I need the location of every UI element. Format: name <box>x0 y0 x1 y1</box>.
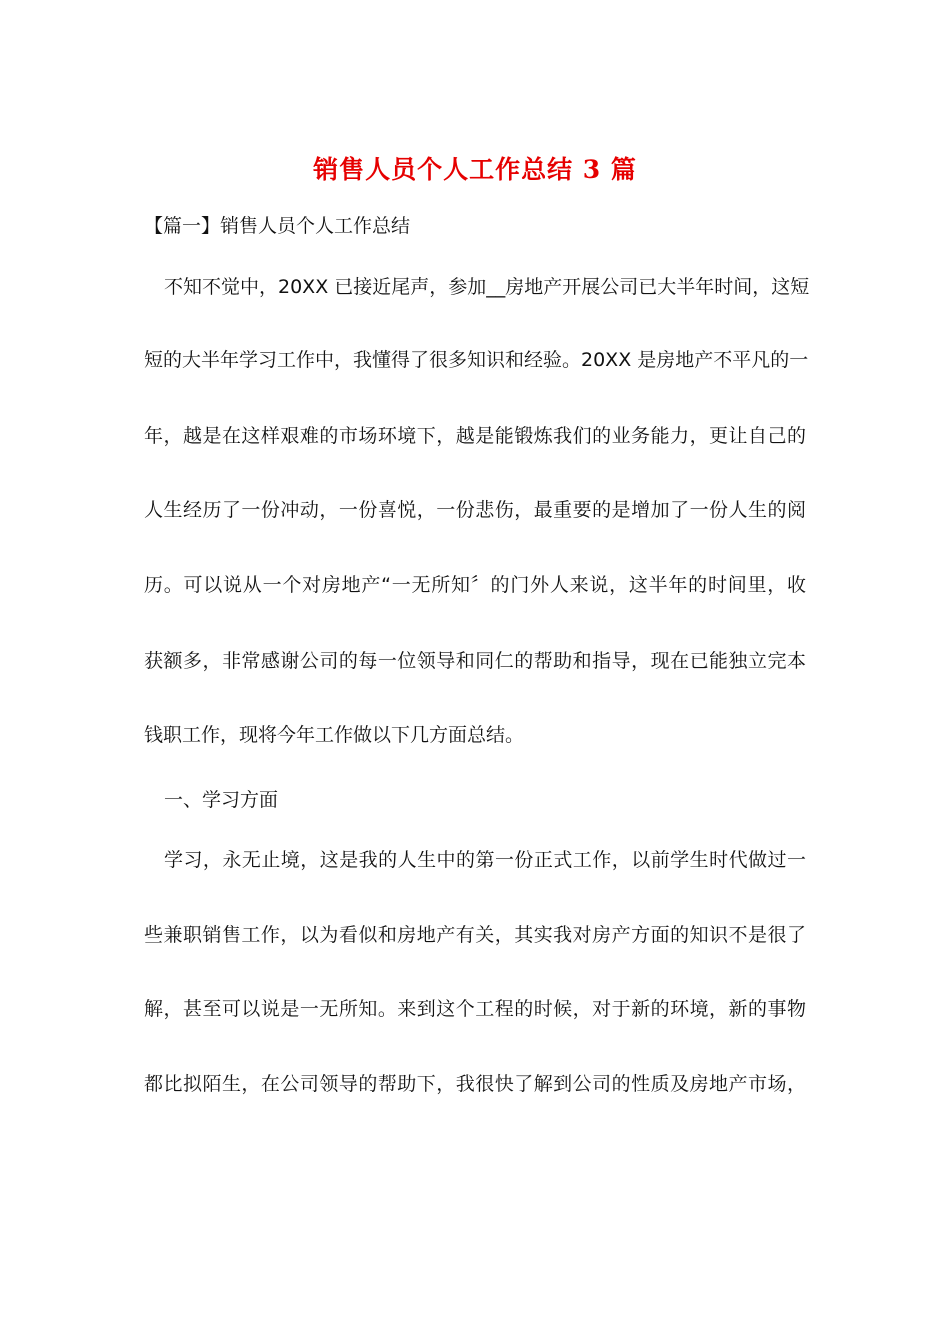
paragraph-line: 钱职工作，现将今年工作做以下几方面总结。 <box>144 724 525 746</box>
paragraph-line: 解，甚至可以说是一无所知。来到这个工程的时候，对于新的环境，新的事物 <box>144 998 806 1020</box>
paragraph-line: 不知不觉中，20XX 已接近尾声，参加__房地产开展公司已大半年时间，这短 <box>164 276 810 298</box>
paragraph-line: 学习，永无止境，这是我的人生中的第一份正式工作，以前学生时代做过一 <box>164 849 806 871</box>
section-heading: 【篇一】销售人员个人工作总结 <box>144 215 411 237</box>
subheading-learning: 一、学习方面 <box>164 789 279 811</box>
paragraph-line: 些兼职销售工作，以为看似和房地产有关，其实我对房产方面的知识不是很了 <box>144 924 806 946</box>
paragraph-line: 都比拟陌生，在公司领导的帮助下，我很快了解到公司的性质及房地产市场， <box>144 1073 806 1095</box>
paragraph-line: 获额多，非常感谢公司的每一位领导和同仁的帮助和指导，现在已能独立完本 <box>144 650 806 672</box>
paragraph-line: 历。可以说从一个对房地产“一无所知〞的门外人来说，这半年的时间里，收 <box>144 574 806 596</box>
paragraph-line: 年，越是在这样艰难的市场环境下，越是能锻炼我们的业务能力，更让自己的 <box>144 425 806 447</box>
paragraph-line: 短的大半年学习工作中，我懂得了很多知识和经验。20XX 是房地产不平凡的一 <box>144 349 809 371</box>
paragraph-line: 人生经历了一份冲动，一份喜悦，一份悲伤，最重要的是增加了一份人生的阅 <box>144 499 806 521</box>
document-title: 销售人员个人工作总结 3 篇 <box>313 155 637 184</box>
